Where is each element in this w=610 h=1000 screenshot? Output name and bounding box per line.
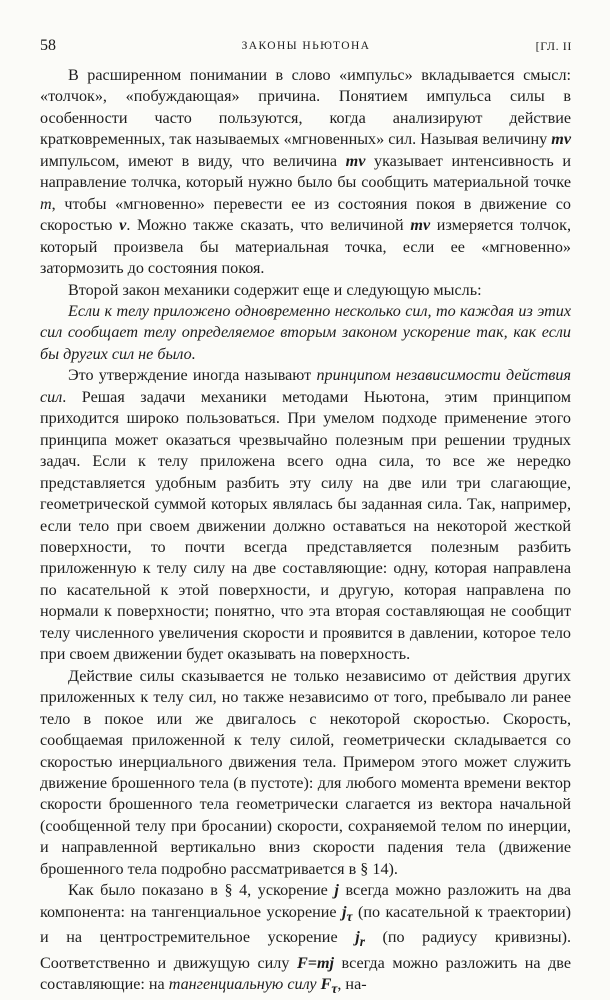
math-mv: mv: [551, 131, 571, 149]
paragraph-impulse-meaning: [40, 65, 571, 280]
page-body: [40, 65, 571, 1000]
text-run: В расширенном понимании в слово «импульс» вкладывается смысл: «толчок», «побуждающая» причина. Понятием импульса силы в особенности часто пользуются, когда анализируют действие кратковременных, так называемых «мгновенных» сил. Называя величину: [40, 67, 571, 149]
subscript-tau: τ: [346, 908, 353, 924]
text-run: . Можно также сказать, что величиной: [126, 217, 411, 235]
paragraph-acceleration-components: [40, 880, 571, 1000]
text-run: (по радиусу кривизны). Соответственно и движущую силу: [40, 929, 571, 973]
math-f: F: [320, 976, 332, 994]
text-run: Это утверждение иногда называют: [68, 367, 317, 385]
text-run: измеряется толчок, который произвела бы материальная точка, если ее «мгновенно» затормозить до состояния покоя.: [40, 217, 571, 278]
math-mv: mv: [410, 217, 431, 235]
text-run: (по касательной к траектории) и на центростремительное ускорение: [40, 903, 571, 947]
paragraph-independence-principle: [40, 365, 571, 665]
paragraph-velocity-addition: Действие силы сказывается не только независимо от действия других приложенных к телу сил, но также независимо от того, пребывало ли ранее тело в покое или же двигалось с некоторой скоростью. Скорость, сообщаемая приложенной к телу силой, геометрически складывается со скоростью инерциального движения тела. Примером этого может служить движение брошенного тела (в пустоте): для любого момента времени вектор скорости брошенного тела геометрически слагается из вектора начальной (сообщенной телу при бросании) скорости, сохраняемой телом по инерции, и направленной вертикально вниз скорости падения тела (движение брошенного тела подробно рассматривается в § 14).: [40, 667, 571, 878]
text-run: Как было показано в § 4, ускорение: [68, 882, 335, 900]
text-run: всегда можно разложить на две составляющие: на: [40, 955, 571, 994]
italic-term: принципом независимости действия сил: [40, 367, 572, 406]
math-j: j: [342, 903, 347, 921]
subscript-r: r: [359, 934, 365, 950]
text-run: , чтобы «мгновенно» перевести ее из состояния покоя в движение со скоростью: [40, 195, 571, 235]
text-run: , на-: [337, 976, 367, 994]
subscript-tau: τ: [331, 981, 338, 997]
math-f-equals-mj: F=mj: [296, 955, 334, 973]
running-title: ЗАКОНЫ НЬЮТОНА: [241, 40, 371, 52]
chapter-marker: [ГЛ. II: [535, 39, 572, 53]
paragraph-independence-statement: Если к телу приложено одновременно несколько сил, то каждая из этих сил сообщает телу определяемое вторым законом ускорение так, как если бы других сил не было.: [40, 302, 571, 363]
math-mv: mv: [345, 152, 366, 170]
math-m: m: [40, 195, 52, 213]
text-run: всегда можно разложить на два компонента: на тангенциальное ускорение: [40, 882, 571, 921]
paragraph-second-law-intro: Второй закон механики содержит еще и следующую мысль:: [68, 281, 482, 299]
math-j: j: [334, 882, 339, 900]
page-header: [40, 36, 572, 56]
page-number: 58: [40, 37, 56, 54]
math-v: v: [119, 217, 127, 235]
text-run: указывает интенсивность и направление толчка, который нужно было бы сообщить материальной точке: [40, 152, 571, 192]
text-run: . Решая задачи механики методами Ньютона, этим принципом приходится широко пользоваться. При умелом подходе применение этого принципа может оказаться чрезвычайно полезным при решении трудных задач. Если к телу приложена всего одна сила, то все же нередко представляется удобным разбить эту силу на две или три слагающие, геометрической суммой которых являлась бы заданная сила. Так, например, если тело при своем движении должно оставаться на некоторой жесткой поверхности, то почти всегда представляется полезным разбить приложенную к телу силу на две составляющие: одну, которая направлена по касательной к этой поверхности, и другую, которая направлена по нормали к поверхности; понятно, что эта вторая составляющая не сообщит телу численного увеличения скорости и проявится в давлении, которое тело при своем движении будет оказывать на поверхность.: [40, 388, 571, 664]
math-j: j: [355, 929, 360, 947]
italic-term: тангенциальную силу: [168, 976, 317, 994]
text-run: импульсом, имеют в виду, что величина: [40, 152, 346, 170]
